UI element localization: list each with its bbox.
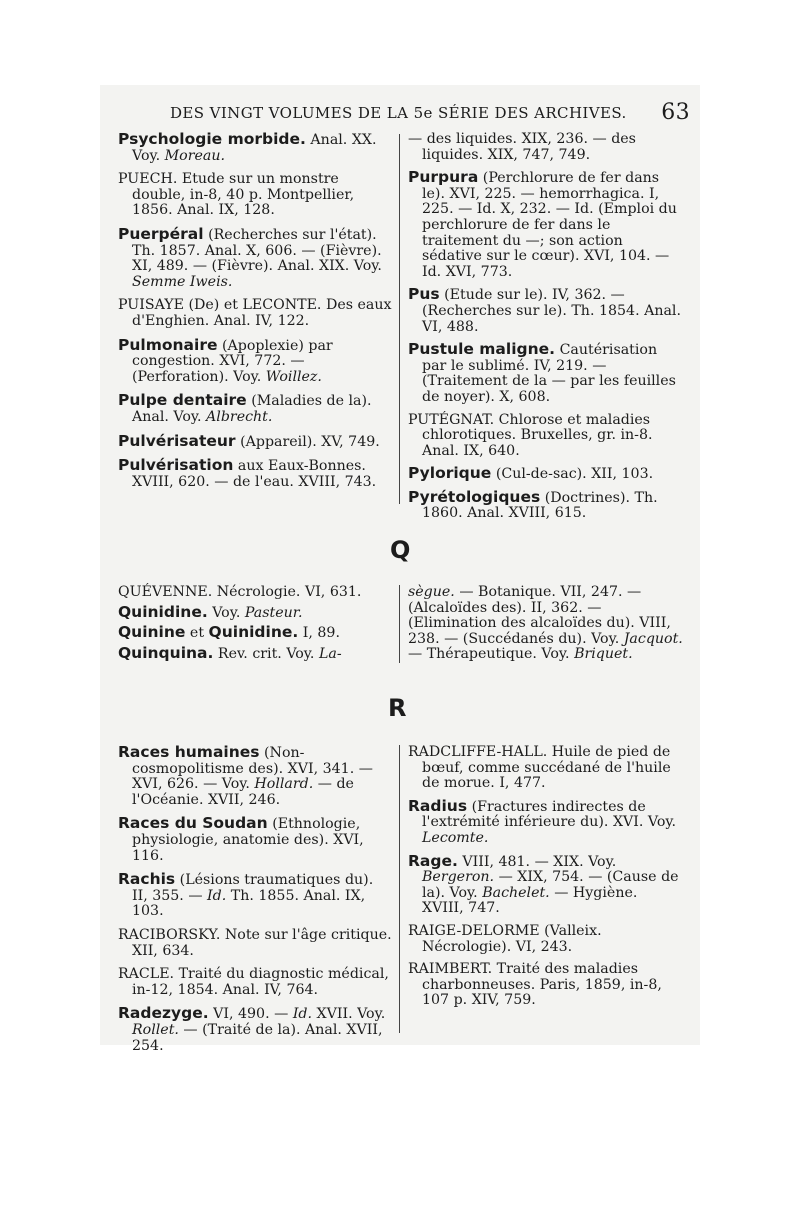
index-entry: Quinidine. Voy. Pasteur. (118, 602, 303, 621)
index-entry: RACLE. Traité du diagnostic médical, in-12, 1854. Anal. IV, 764. (118, 966, 389, 998)
index-entry: Rage. VIII, 481. — XIX. Voy. Bergeron. — XIX, 754. — (Cause de la). Voy. Bachelet. — Hygiène. XVIII, 747. (408, 851, 679, 917)
index-entry: Pyrétologiques (Doctrines). Th. 1860. Anal. XVIII, 615. (408, 487, 658, 522)
column-divider (399, 134, 400, 504)
index-entry: RACIBORSKY. Note sur l'âge critique. XII, 634. (118, 926, 392, 959)
index-entry: RAIMBERT. Traité des maladies charbonneuses. Paris, 1859, in-8, 107 p. XIV, 759. (408, 961, 662, 1009)
section-r-right-column (408, 745, 683, 1016)
index-entry: PUECH. Etude sur un monstre double, in-8, 40 p. Montpellier, 1856. Anal. IX, 128. (118, 171, 355, 219)
section-r-left-column (118, 745, 393, 1062)
index-entry: Pulvérisateur (Appareil). XV, 749. (118, 431, 380, 450)
index-entry: Rachis (Lésions traumatiques du). II, 355. — Id. Th. 1855. Anal. IX, 103. (118, 870, 374, 920)
index-entry: Psychologie morbide. Anal. XX. Voy. Moreau. (118, 130, 377, 164)
index-entry: Pulvérisation aux Eaux-Bonnes. XVIII, 620. — de l'eau. XVIII, 743. (118, 456, 377, 490)
section-p-right-column (408, 132, 683, 529)
page-number: 63 (661, 100, 690, 125)
index-entry: PUISAYE (De) et LECONTE. Des eaux d'Enghien. Anal. IV, 122. (118, 297, 392, 329)
index-entry: Pulpe dentaire (Maladies de la). Anal. Voy. Albrecht. (118, 391, 372, 425)
column-divider (399, 585, 400, 663)
index-entry: Pulmonaire (Apoplexie) par congestion. XVI, 772. — (Perforation). Voy. Woillez. (118, 335, 333, 385)
index-entry: RADCLIFFE-HALL. Huile de pied de bœuf, comme succédané de l'huile de morue. I, 477. (408, 744, 671, 792)
index-entry: Radius (Fractures indirectes de l'extrémité inférieure du). XVI. Voy. Lecomte. (408, 796, 677, 846)
index-entry: Pus (Etude sur le). IV, 362. — (Recherches sur le). Th. 1854. Anal. VI, 488. (408, 285, 681, 335)
section-q-left-column (118, 585, 393, 666)
section-letter-r: R (388, 694, 407, 722)
index-entry: Quinquina. Rev. crit. Voy. La- (118, 643, 342, 662)
index-entry: Puerpéral (Recherches sur l'état). Th. 1857. Anal. X, 606. — (Fièvre). XI, 489. — (Fièvre). Anal. XIX. Voy. Semme Iweis. (118, 224, 382, 290)
index-entry: sègue. — Botanique. VII, 247. — (Alcaloïdes des). II, 362. — (Elimination des alcaloïdes du). VIII, 238. — (Succédanés du). Voy. Jacquot. — Thérapeutique. Voy. Briquet. (408, 584, 683, 663)
section-p-left-column (118, 132, 393, 498)
column-divider (399, 745, 400, 1033)
running-title: DES VINGT VOLUMES DE LA 5e SÉRIE DES ARCHIVES. (170, 104, 627, 122)
index-entry: Purpura (Perchlorure de fer dans le). XVI, 225. — hemorrhagica. I, 225. — Id. X, 232. — Id. (Emploi du perchlorure de fer dans le traitement du —; son action sédative sur le cœur). XVI, 104. — Id. XVI, 773. (408, 168, 677, 280)
index-entry: Pylorique (Cul-de-sac). XII, 103. (408, 464, 654, 483)
index-entry: RAIGE-DELORME (Valleix. Nécrologie). VI, 243. (408, 922, 602, 955)
index-entry: Pustule maligne. Cautérisation par le sublimé. IV, 219. — (Traitement de la — par les feuilles de noyer). X, 608. (408, 340, 676, 405)
section-q-right-column (408, 585, 683, 670)
index-entry: Races humaines (Non-cosmopolitisme des). XVI, 341. — XVI, 626. — Voy. Hollard. — de l'Océanie. XVII, 246. (118, 743, 373, 808)
index-entry: Races du Soudan (Ethnologie, physiologie, anatomie des). XVI, 116. (118, 814, 364, 864)
index-entry: Radezyge. VI, 490. — Id. XVII. Voy. Rollet. — (Traité de la). Anal. XVII, 254. (118, 1004, 386, 1054)
index-entry: PUTÉGNAT. Chlorose et maladies chlorotiques. Bruxelles, gr. in-8. Anal. IX, 640. (408, 411, 653, 459)
index-entry: — des liquides. XIX, 236. — des liquides. XIX, 747, 749. (408, 131, 636, 163)
section-letter-q: Q (390, 536, 411, 564)
running-header (170, 100, 690, 128)
index-entry: Quinine et Quinidine. I, 89. (118, 623, 340, 642)
index-entry: QUÉVENNE. Nécrologie. VI, 631. (118, 584, 362, 600)
